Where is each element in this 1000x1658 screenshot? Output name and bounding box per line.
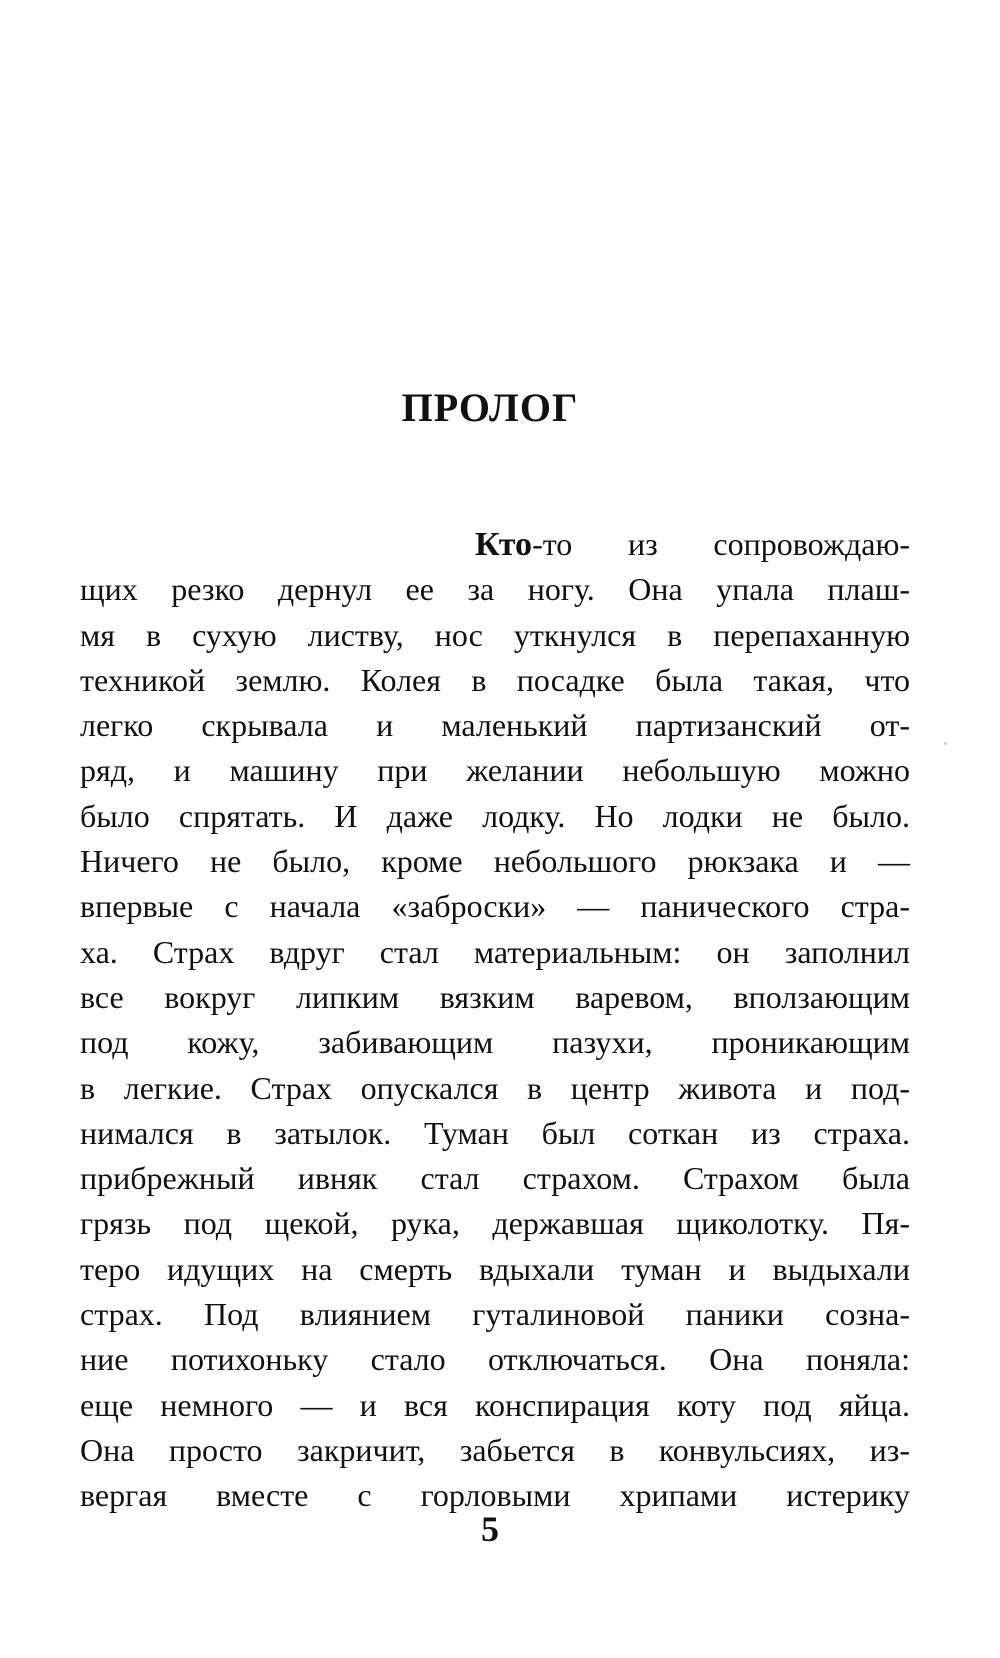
text-line: под кожу, забивающим пазухи, проникающим xyxy=(80,1024,910,1061)
first-line-text: -то из сопровождаю- xyxy=(532,526,910,562)
text-line: в легкие. Страх опускался в центр живота и под- xyxy=(80,1069,910,1106)
text-line: легко скрывала и маленький партизанский от- xyxy=(80,707,910,744)
text-line: теро идущих на смерть вдыхали туман и выдыхали xyxy=(80,1250,910,1287)
text-line: было спрятать. И даже лодку. Но лодки не было. xyxy=(80,797,910,834)
text-line: ряд, и машину при желании небольшую можно xyxy=(80,752,910,789)
text-line: все вокруг липким вязким варевом, вползающим xyxy=(80,978,910,1015)
text-line: грязь под щекой, рука, державшая щиколотку. Пя- xyxy=(80,1205,910,1242)
page-number: 5 xyxy=(481,1509,499,1549)
scan-speck xyxy=(944,742,947,745)
text-line: ние потихоньку стало отключаться. Она поняла: xyxy=(80,1341,910,1378)
prologue-paragraph xyxy=(80,522,910,1519)
chapter-title: ПРОЛОГ xyxy=(401,385,579,430)
text-line: Она просто закричит, забьется в конвульсиях, из- xyxy=(80,1431,910,1468)
text-line: впервые с начала «заброски» — панического стра- xyxy=(80,888,910,925)
text-line: прибрежный ивняк стал страхом. Страхом была xyxy=(80,1160,910,1197)
text-line: вергая вместе с горловыми хрипами истерику xyxy=(80,1477,910,1514)
text-line: Ничего не было, кроме небольшого рюкзака и — xyxy=(80,843,910,880)
text-line: техникой землю. Колея в посадке была такая, что xyxy=(80,661,910,698)
text-line: щих резко дернул ее за ногу. Она упала плаш- xyxy=(80,571,910,608)
text-line: мя в сухую листву, нос уткнулся в перепаханную xyxy=(80,616,910,653)
text-line: еще немного — и вся конспирация коту под яйца. xyxy=(80,1386,910,1423)
text-line-first xyxy=(80,522,910,567)
text-line: ха. Страх вдруг стал материальным: он заполнил xyxy=(80,933,910,970)
text-line: нимался в затылок. Туман был соткан из страха. xyxy=(80,1114,910,1151)
text-line: страх. Под влиянием гуталиновой паники созна- xyxy=(80,1296,910,1333)
lead-word: Кто xyxy=(475,526,533,563)
